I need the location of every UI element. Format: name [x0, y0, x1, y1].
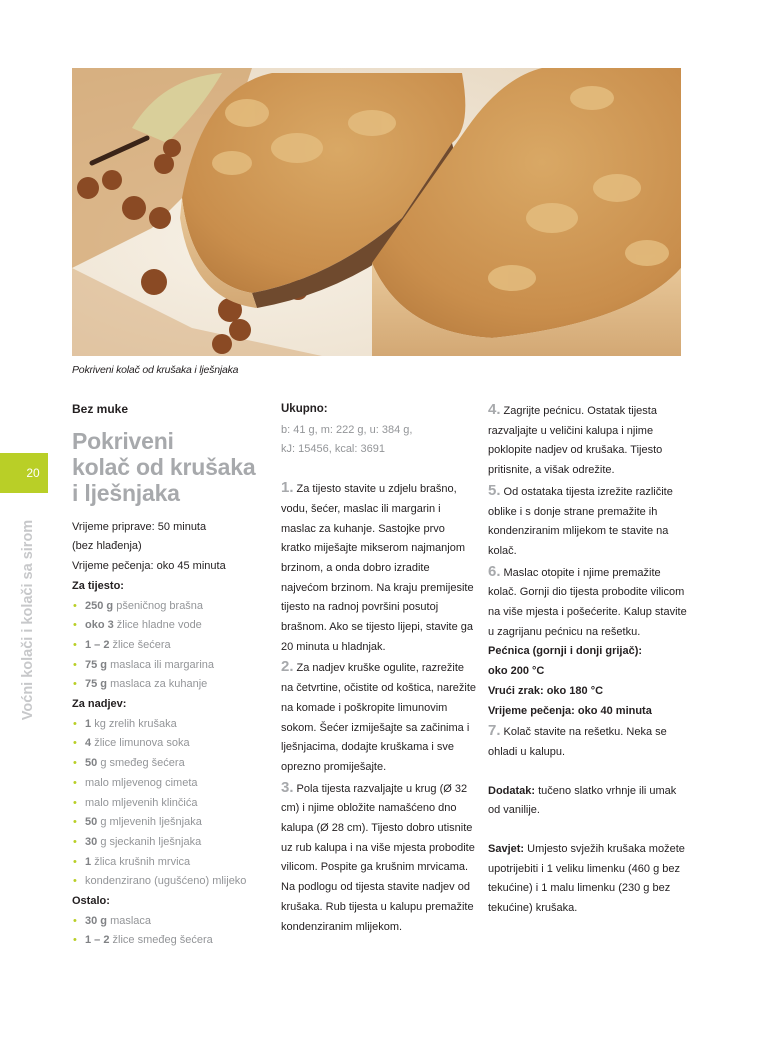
step-5: 5. Od ostataka tijesta izrežite različite oblike i s donje strane premažite ih kondenziranim mlijekom te stavite na kolač. — [488, 481, 673, 557]
oven-settings: Pećnica (gornji i donji grijač): oko 200 °C Vrući zrak: oko 180 °C Vrijeme pečenja: oko 40 minuta — [488, 645, 652, 717]
list-item: • 1 – 2 žlice smeđeg šećera — [72, 931, 272, 951]
title-line: i lješnjaka — [72, 479, 180, 506]
photo-caption: Pokriveni kolač od krušaka i lješnjaka — [72, 364, 239, 376]
column-steps-1 — [281, 400, 477, 937]
list-item: • 30 g sjeckanih lješnjaka — [72, 833, 272, 853]
list-item: • 75 g maslaca za kuhanje — [72, 675, 272, 695]
recipe-title — [72, 428, 272, 506]
nutrition-heading: Ukupno: — [281, 403, 328, 415]
list-item: • kondenzirano (ugušćeno) mlijeko — [72, 872, 272, 892]
bake-time: Vrijeme pečenja: oko 45 minuta — [72, 560, 226, 573]
nutrition-values: b: 41 g, m: 222 g, u: 384 g, kJ: 15456, kcal: 3691 — [281, 423, 413, 456]
list-item: • 250 g pšeničnog brašna — [72, 597, 272, 617]
pear-hazelnut-pie-image — [72, 68, 681, 356]
prep-note: (bez hlađenja) — [72, 540, 142, 553]
list-item: • malo mljevenih klinčića — [72, 794, 272, 814]
addition-note: Dodatak: tučeno slatko vrhnje ili umak od vanilije. — [488, 784, 677, 817]
section-heading-filling: Za nadjev: — [72, 698, 127, 711]
section-heading-dough: Za tijesto: — [72, 579, 124, 592]
chapter-title: Voćni kolači i kolači sa sirom — [20, 519, 36, 721]
prep-time: Vrijeme priprave: 50 minuta — [72, 520, 207, 533]
step-2: 2. Za nadjev kruške ogulite, razrežite na četvrtine, očistite od koštica, narežite na komade i poškropite limunovim sokom. Šećer izmiješajte sa začinima i lješnjacima, dodajte kruškama i sve oprezno promiješajte. — [281, 658, 477, 773]
section-heading-other: Ostalo: — [72, 895, 110, 908]
step-3: 3. Pola tijesta razvaljajte u krug (Ø 32 cm) i njime obložite namašćeno dno kalupa (Ø 28 cm). Tijesto dobro utisnite uz rub kalupa i na više mjesta probodite vilicom. Pospite ga krušnim mrvicama. Na podlogu od tijesta stavite nadjev od krušaka. Rub tijesta u kalupu premažite kondenziranim mlijekom. — [281, 778, 475, 933]
title-line: Pokriveni — [72, 427, 174, 454]
list-item: • oko 3 žlice hladne vode — [72, 616, 272, 636]
list-item: • 30 g maslaca — [72, 912, 272, 932]
difficulty-label: Bez muke — [72, 402, 129, 416]
column-steps-2 — [488, 400, 688, 919]
list-item: • malo mljevenog cimeta — [72, 774, 272, 794]
list-item: • 75 g maslaca ili margarina — [72, 656, 272, 676]
list-item: • 1 – 2 žlice šećera — [72, 636, 272, 656]
ingredient-list-filling — [72, 715, 272, 892]
step-1: 1. Za tijesto stavite u zdjelu brašno, vodu, šećer, maslac ili margarin i maslac za kuhanje. Sastojke prvo kratko miješajte mikserom najmanjom brzinom, a onda dobro izradite najvećom brzinom. Na kraju premijesite tijesto na radnoj površini posutoj brašnom. Ako se tijesto lijepi, stavite ga 20 minuta u hladnjak. — [281, 479, 474, 653]
step-4: 4. Zagrijte pećnicu. Ostatak tijesta razvaljajte u veličini kalupa i njime poklopite nadjev od krušaka. Tijesto pritisnite, a višak odrežite. — [488, 401, 663, 477]
step-7: 7. Kolač stavite na rešetku. Neka se ohladi u kalupu. — [488, 722, 667, 758]
tip-note: Savjet: Umjesto svježih krušaka možete upotrijebiti i 1 veliku limenku (460 g bez tekućine) i 1 malu limenku (230 g bez tekućine) krušaka. — [488, 843, 685, 915]
list-item: • 1 žlica krušnih mrvica — [72, 853, 272, 873]
list-item: • 4 žlice limunova soka — [72, 734, 272, 754]
title-line: kolač od krušaka — [72, 453, 256, 480]
page-number: 20 — [0, 453, 48, 493]
column-ingredients — [72, 400, 272, 951]
list-item: • 50 g mljevenih lješnjaka — [72, 813, 272, 833]
list-item: • 50 g smeđeg šećera — [72, 754, 272, 774]
step-6: 6. Maslac otopite i njime premažite kolač. Gornji dio tijesta probodite vilicom na više mjesta i pošećerite. Kalup stavite u zagrijanu pećnicu na rešetku. — [488, 562, 687, 638]
ingredient-list-other — [72, 912, 272, 951]
recipe-photo — [72, 68, 681, 356]
list-item: • 1 kg zrelih krušaka — [72, 715, 272, 735]
ingredient-list-dough — [72, 597, 272, 696]
